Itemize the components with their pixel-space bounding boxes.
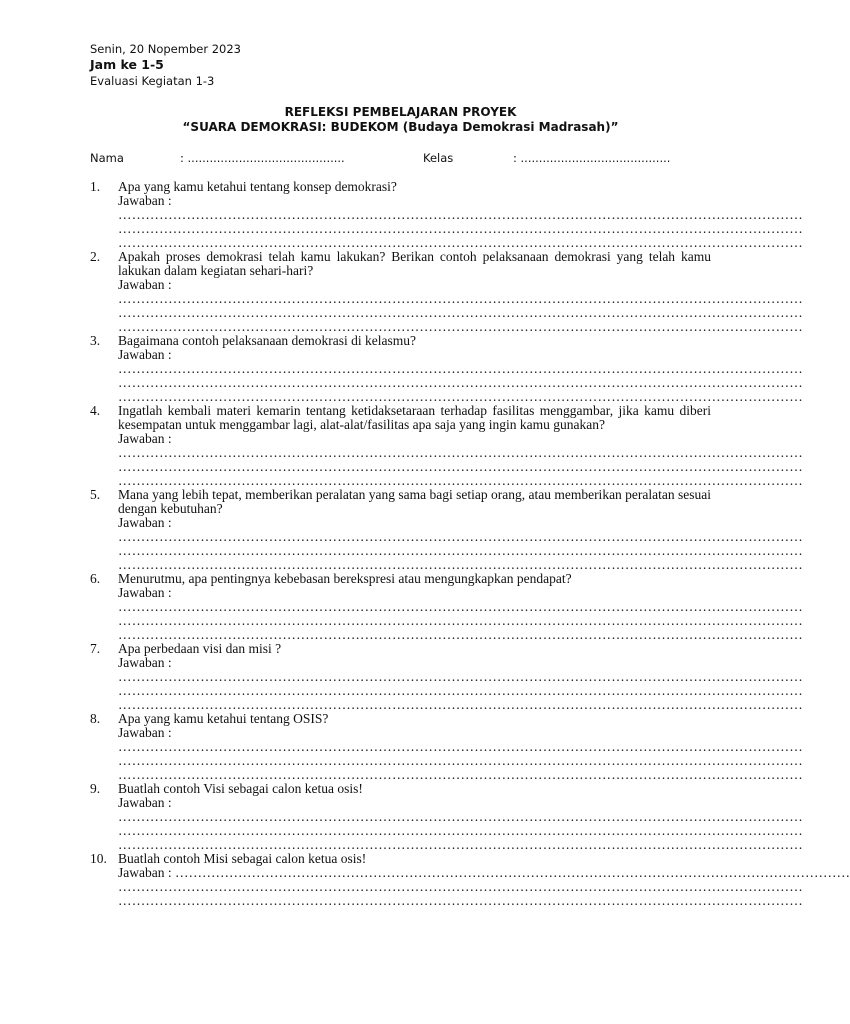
question-text: Bagaimana contoh pelaksanaan demokrasi di kelasmu? xyxy=(118,333,417,348)
answer-line[interactable]: …………………………………………………………………………………………………………………………………… xyxy=(118,613,803,628)
answer-line[interactable]: …………………………………………………………………………………………………………………………………… xyxy=(118,543,803,558)
answer-label: Jawaban : xyxy=(118,431,172,446)
answer-label: Jawaban : xyxy=(118,347,172,362)
answer-line[interactable]: …………………………………………………………………………………………………………………………………… xyxy=(118,837,803,852)
answer-line[interactable]: …………………………………………………………………………………………………………………………………… xyxy=(118,739,803,754)
answer-line[interactable]: …………………………………………………………………………………………………………………………………… xyxy=(118,683,803,698)
answer-line[interactable]: …………………………………………………………………………………………………………………………………… xyxy=(118,445,803,460)
answer-line[interactable]: …………………………………………………………………………………………………………………………………… xyxy=(118,389,803,404)
question-number: 8. xyxy=(90,711,101,726)
question-item xyxy=(90,179,803,250)
answer-line[interactable]: …………………………………………………………………………………………………………………………………… xyxy=(118,529,803,544)
question-text: Apakah proses demokrasi telah kamu lakukan? Berikan contoh pelaksanaan demokrasi yang telah kamu lakukan dalam kegiatan sehari-hari? xyxy=(118,249,711,278)
answer-line[interactable]: …………………………………………………………………………………………………………………………………… xyxy=(118,823,803,838)
question-item xyxy=(90,851,850,908)
answer-line[interactable]: …………………………………………………………………………………………………………………………………… xyxy=(118,599,803,614)
question-text: Apa yang kamu ketahui tentang konsep demokrasi? xyxy=(118,179,397,194)
question-text: Apa perbedaan visi dan misi ? xyxy=(118,641,282,656)
question-number: 4. xyxy=(90,403,101,418)
session-hours: Jam ke 1-5 xyxy=(90,57,164,72)
document-page xyxy=(90,42,850,908)
question-item xyxy=(90,487,803,572)
question-number: 2. xyxy=(90,249,101,264)
answer-label: Jawaban : xyxy=(118,515,172,530)
answer-line[interactable]: …………………………………………………………………………………………………………………………………… xyxy=(118,361,803,376)
answer-line[interactable]: …………………………………………………………………………………………………………………………………… xyxy=(118,753,803,768)
question-number: 7. xyxy=(90,641,101,656)
answer-line[interactable]: …………………………………………………………………………………………………………………………………… xyxy=(118,697,803,712)
answer-line[interactable]: …………………………………………………………………………………………………………………………………… xyxy=(118,221,803,236)
question-item xyxy=(90,249,803,334)
answer-label: Jawaban : xyxy=(118,795,172,810)
question-text: Menurutmu, apa pentingnya kebebasan berekspresi atau mengungkapkan pendapat? xyxy=(118,571,572,586)
question-list xyxy=(90,179,850,908)
answer-line[interactable]: …………………………………………………………………………………………………………………………………… xyxy=(118,235,803,250)
answer-line[interactable]: …………………………………………………………………………………………………………………………………… xyxy=(118,809,803,824)
answer-line[interactable]: …………………………………………………………………………………………………………………………………… xyxy=(118,319,803,334)
question-number: 6. xyxy=(90,571,101,586)
evaluation-label: Evaluasi Kegiatan 1-3 xyxy=(90,74,215,88)
answer-line[interactable]: …………………………………………………………………………………………………………………………………… xyxy=(118,669,803,684)
answer-line[interactable]: …………………………………………………………………………………………………………………………………… xyxy=(118,291,803,306)
document-date: Senin, 20 Nopember 2023 xyxy=(90,42,241,56)
answer-line[interactable]: …………………………………………………………………………………………………………………………………… xyxy=(118,879,803,894)
answer-line[interactable]: …………………………………………………………………………………………………………………………………… xyxy=(118,207,803,222)
answer-line[interactable]: …………………………………………………………………………………………………………………………………… xyxy=(118,459,803,474)
question-text: Buatlah contoh Misi sebagai calon ketua osis! xyxy=(118,851,367,866)
nama-field[interactable]: : ........................................... xyxy=(180,151,345,165)
document-title xyxy=(90,105,711,135)
question-item xyxy=(90,333,803,404)
nama-label: Nama xyxy=(90,151,124,165)
answer-line[interactable]: …………………………………………………………………………………………………………………………………… xyxy=(118,375,803,390)
answer-line[interactable]: …………………………………………………………………………………………………………………………………… xyxy=(118,627,803,642)
question-number: 9. xyxy=(90,781,101,796)
question-number: 1. xyxy=(90,179,101,194)
question-number: 10. xyxy=(90,851,107,866)
title-line-2: “SUARA DEMOKRASI: BUDEKOM (Budaya Demokrasi Madrasah)” xyxy=(182,120,619,134)
identity-row xyxy=(90,151,711,167)
answer-line[interactable]: …………………………………………………………………………………………………………………………………… xyxy=(118,305,803,320)
question-number: 3. xyxy=(90,333,101,348)
answer-dots: …………………………………………………………………………………………………………………………………… xyxy=(174,865,850,880)
answer-line[interactable]: …………………………………………………………………………………………………………………………………… xyxy=(118,767,803,782)
answer-line[interactable] xyxy=(118,865,850,880)
answer-line[interactable]: …………………………………………………………………………………………………………………………………… xyxy=(118,557,803,572)
question-item xyxy=(90,781,803,852)
question-item xyxy=(90,403,803,488)
question-text: Apa yang kamu ketahui tentang OSIS? xyxy=(118,711,329,726)
answer-label: Jawaban : xyxy=(118,725,172,740)
answer-line[interactable]: …………………………………………………………………………………………………………………………………… xyxy=(118,893,803,908)
title-line-1: REFLEKSI PEMBELAJARAN PROYEK xyxy=(284,105,517,119)
kelas-label: Kelas xyxy=(423,151,454,165)
answer-label: Jawaban : xyxy=(118,585,172,600)
answer-label: Jawaban : xyxy=(118,865,172,880)
question-text: Mana yang lebih tepat, memberikan peralatan yang sama bagi setiap orang, atau memberikan peralatan sesuai dengan kebutuhan? xyxy=(118,487,712,516)
kelas-field[interactable]: : ......................................... xyxy=(513,151,671,165)
question-item xyxy=(90,571,803,642)
answer-label: Jawaban : xyxy=(118,277,172,292)
question-text: Ingatlah kembali materi kemarin tentang ketidaksetaraan terhadap fasilitas menggambar, jika kamu diberi kesempatan untuk menggambar lagi, alat-alat/fasilitas apa saja yang ingin kamu gunakan? xyxy=(118,403,711,432)
question-item xyxy=(90,711,803,782)
answer-label: Jawaban : xyxy=(118,655,172,670)
question-text: Buatlah contoh Visi sebagai calon ketua osis! xyxy=(118,781,363,796)
question-number: 5. xyxy=(90,487,101,502)
answer-line[interactable]: …………………………………………………………………………………………………………………………………… xyxy=(118,473,803,488)
question-item xyxy=(90,641,803,712)
answer-label: Jawaban : xyxy=(118,193,172,208)
